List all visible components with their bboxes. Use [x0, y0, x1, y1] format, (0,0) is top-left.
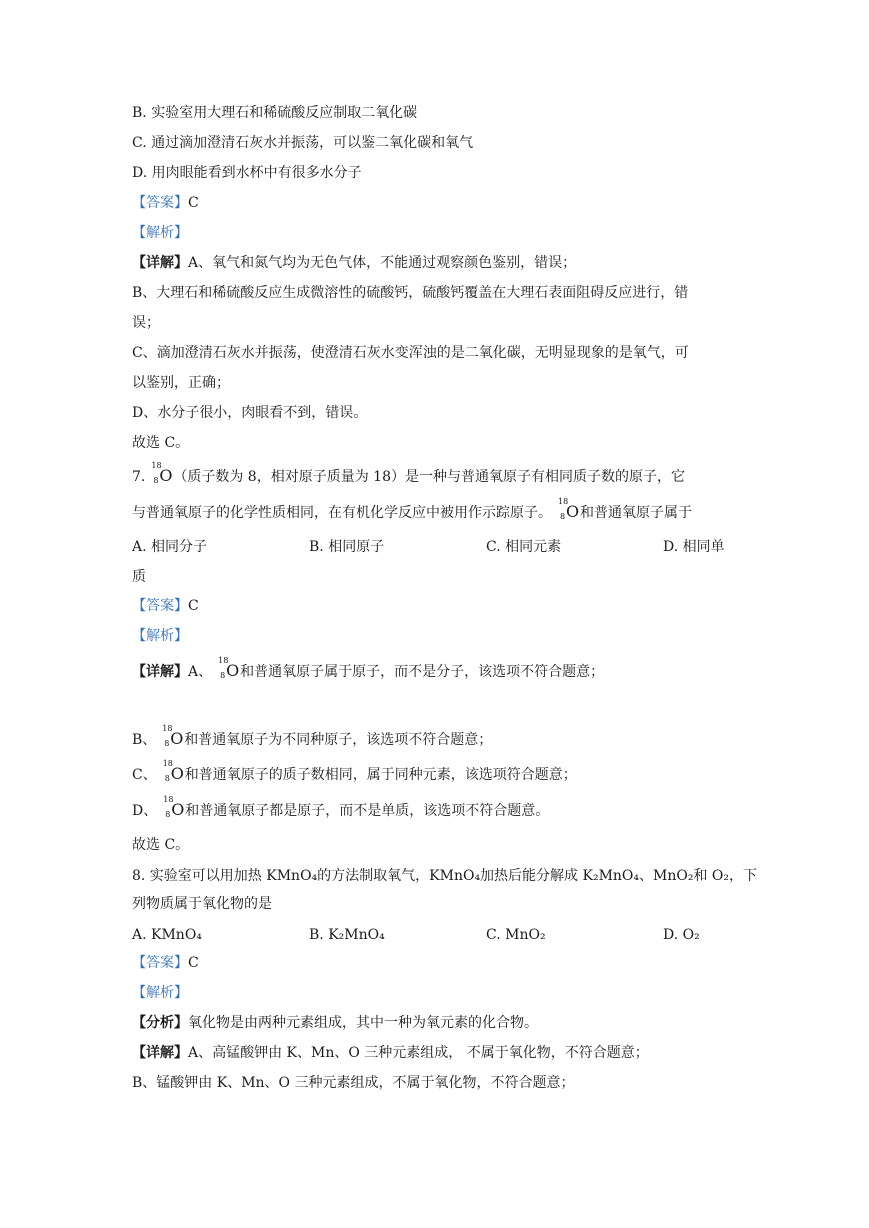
q6-analysis-tag: 【解析】: [132, 225, 188, 241]
isotope-number: 8: [560, 512, 566, 521]
isotope-o18: [149, 461, 173, 486]
q7-stem-1: [132, 461, 685, 487]
isotope-symbol: O: [566, 502, 580, 521]
detail-tag: 【详解】: [132, 255, 188, 271]
answer-value: C: [188, 598, 199, 614]
q7-option-a: A. 相同分子: [132, 539, 208, 555]
q7-detail-b: [132, 724, 493, 750]
detail-prefix: A、: [188, 664, 213, 680]
isotope-number: 8: [153, 476, 159, 485]
q7-option-b: B. 相同原子: [309, 539, 385, 555]
q7-stem-2: [132, 497, 692, 523]
detail-tag: 【详解】: [132, 1045, 188, 1061]
isotope-o18: [556, 497, 580, 522]
detail-prefix: C、: [132, 767, 157, 783]
isotope-mass: 18: [163, 795, 174, 804]
isotope-o18: [161, 759, 184, 784]
q8-option-d: D. O₂: [663, 927, 700, 943]
isotope-o18: [216, 656, 240, 681]
q7-detail-a: [132, 656, 605, 682]
isotope-symbol: O: [171, 800, 185, 819]
q7-option-c: C. 相同元素: [486, 539, 562, 555]
answer-value: C: [188, 195, 199, 211]
q7-analysis-tag: 【解析】: [132, 628, 188, 644]
isotope-number: 8: [220, 671, 226, 680]
q8-stem-1: 8. 实验室可以用加热 KMnO₄的方法制取氧气，KMnO₄加热后能分解成 K₂MnO₄、MnO₂和 O₂，下: [132, 868, 758, 884]
detail-text: 和普通氧原子属于原子，而不是分子，该选项不符合题意；: [240, 664, 605, 680]
detail-text: A、高锰酸钾由 K、Mn、O 三种元素组成， 不属于氧化物，不符合题意；: [188, 1045, 649, 1061]
answer-tag: 【答案】: [132, 195, 188, 211]
q8-analysis: [132, 1013, 538, 1033]
isotope-o18: [160, 724, 184, 749]
isotope-number: 8: [164, 774, 170, 783]
stem-text: 与普通氧原子的化学性质相同，在有机化学反应中被用作示踪原子。: [132, 505, 552, 521]
isotope-mass: 18: [162, 759, 173, 768]
q8-answer-line: [132, 953, 199, 973]
detail-text: 和普通氧原子都是原子，而不是单质，该选项不符合题意。: [185, 803, 550, 819]
q8-detail-a: [132, 1043, 649, 1063]
question-number: 7.: [132, 469, 146, 485]
answer-value: C: [188, 955, 199, 971]
q6-detail-b-1: B、大理石和稀硫酸反应生成微溶性的硫酸钙，硫酸钙覆盖在大理石表面阻碍反应进行，错: [132, 285, 689, 301]
q7-detail-c: [132, 759, 577, 785]
q6-detail-b-2: 误；: [132, 315, 160, 331]
q6-detail-c-1: C、滴加澄清石灰水并振荡，使澄清石灰水变浑浊的是二氧化碳，无明显现象的是氧气，可: [132, 345, 689, 361]
q8-option-a: A. KMnO₄: [132, 927, 202, 943]
q8-option-c: C. MnO₂: [486, 927, 546, 943]
q8-analysis-tag: 【解析】: [132, 985, 188, 1001]
detail-text: A、氧气和氮气均为无色气体，不能通过观察颜色鉴别，错误；: [188, 255, 577, 271]
stem-text: （质子数为 8，相对原子质量为 18）是一种与普通氧原子有相同质子数的原子，它: [173, 469, 685, 485]
isotope-mass: 18: [162, 724, 173, 733]
isotope-symbol: O: [170, 764, 184, 783]
q6-answer-line: [132, 193, 199, 213]
q8-stem-2: 列物质属于氧化物的是: [132, 896, 272, 912]
detail-prefix: D、: [132, 803, 158, 819]
q6-detail-a: [132, 253, 576, 273]
q6-conclusion: 故选 C。: [132, 435, 190, 451]
isotope-symbol: O: [159, 466, 173, 485]
q8-option-b: B. K₂MnO₄: [309, 927, 385, 943]
analysis-sub-tag: 【分析】: [132, 1015, 188, 1031]
q8-detail-b: B、锰酸钾由 K、Mn、O 三种元素组成，不属于氧化物，不符合题意；: [132, 1075, 575, 1091]
detail-tag: 【详解】: [132, 664, 188, 680]
isotope-number: 8: [165, 810, 171, 819]
q7-conclusion: 故选 C。: [132, 837, 190, 853]
isotope-mass: 18: [218, 656, 229, 665]
q6-detail-c-2: 以鉴别，正确；: [132, 375, 230, 391]
isotope-symbol: O: [226, 661, 240, 680]
isotope-mass: 18: [151, 461, 162, 470]
isotope-o18: [161, 795, 185, 820]
analysis-text: 氧化物是由两种元素组成，其中一种为氧元素的化合物。: [188, 1015, 538, 1031]
detail-prefix: B、: [132, 732, 157, 748]
q7-option-d-wrap: 质: [132, 569, 146, 585]
q7-option-d: D. 相同单: [663, 539, 725, 555]
q6-option-c: C. 通过滴加澄清石灰水并振荡，可以鉴二氧化碳和氧气: [132, 135, 474, 151]
answer-tag: 【答案】: [132, 598, 188, 614]
q6-option-b: B. 实验室用大理石和稀硫酸反应制取二氧化碳: [132, 105, 418, 121]
isotope-number: 8: [164, 739, 170, 748]
q7-detail-d: [132, 795, 550, 821]
q6-detail-d: D、水分子很小，肉眼看不到，错误。: [132, 405, 368, 421]
q7-answer-line: [132, 596, 199, 616]
isotope-mass: 18: [558, 497, 569, 506]
stem-text: 和普通氧原子属于: [580, 505, 692, 521]
q6-option-d: D. 用肉眼能看到水杯中有很多水分子: [132, 165, 362, 181]
detail-text: 和普通氧原子的质子数相同，属于同种元素，该选项符合题意；: [184, 767, 577, 783]
isotope-symbol: O: [170, 729, 184, 748]
answer-tag: 【答案】: [132, 955, 188, 971]
detail-text: 和普通氧原子为不同种原子，该选项不符合题意；: [184, 732, 493, 748]
